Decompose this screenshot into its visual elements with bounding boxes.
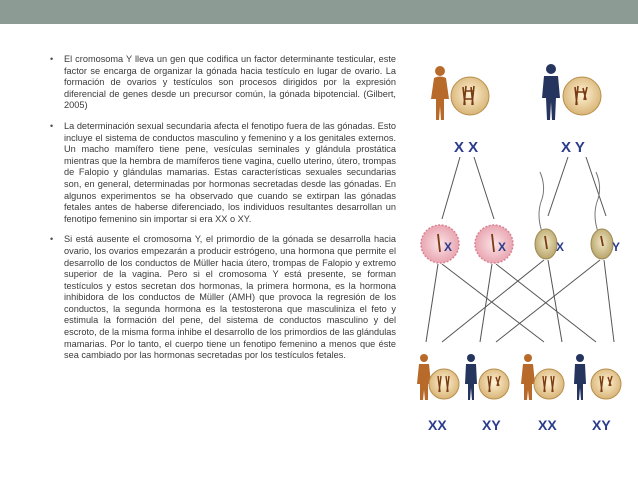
- bullet-marker: •: [50, 54, 54, 64]
- offspring-label-1: XX: [428, 417, 447, 433]
- bullet-marker: •: [50, 120, 54, 131]
- title-bar: [0, 0, 638, 24]
- offspring-female-icon: [521, 354, 535, 400]
- offspring-cell-xx-icon: [429, 369, 459, 399]
- inheritance-diagram-svg: [416, 54, 628, 439]
- offspring-label-3: XX: [538, 417, 557, 433]
- offspring-cell-xy-icon: [479, 369, 509, 399]
- offspring-cell-xy-icon: [591, 369, 621, 399]
- offspring-label-4: XY: [592, 417, 611, 433]
- gamete-label-1: X: [444, 240, 453, 254]
- sperm-cell-icon: [535, 172, 557, 259]
- mother-xx-label: X X: [454, 139, 479, 156]
- egg-cell-icon: [475, 225, 513, 263]
- gamete-label-2: X: [498, 240, 507, 254]
- egg-cell-icon: [421, 225, 459, 263]
- sex-determination-diagram: [416, 54, 628, 439]
- bullet-marker: •: [50, 234, 54, 245]
- offspring-female-icon: [417, 354, 431, 400]
- bullet-text-2: La determinación sexual secundaria afecta el fenotipo fuera de las gónadas. Esto incluye el sistema de conductos masculino y femenino y a los genitales externos. Un macho mamífero tiene pene, vesículas seminales y glándula prostática mientras que la hembra de mamíferos tiene vagina, cuello uterino, útero, trompas de Falopio y glándulas mamarias. Estas características sexuales secundarias son, en general, determinadas por hormonas secretadas desde las gónadas. En algunos experimentos se ha observado que cuando se extirpan las gónadas fetales antes de haberse diferenciado, los individuos resultantes desarrollan un fenotipo femenino sin importar si era XX o XY.: [64, 120, 396, 224]
- father-figure-icon: [542, 64, 560, 120]
- bullet-paragraph-1: [44, 54, 396, 112]
- gamete-label-3: X: [556, 240, 565, 254]
- offspring-label-2: XY: [482, 417, 501, 433]
- father-chromosome-cell-icon: [563, 77, 601, 115]
- offspring-male-icon: [574, 354, 586, 400]
- father-xy-label: X Y: [561, 139, 585, 156]
- text-column: [44, 54, 396, 371]
- bullet-text-3: Si está ausente el cromosoma Y, el primordio de la gónada se desarrolla hacia ovario, los ovarios empezarán a producir estrógeno, una hormona que permite el desarrollo de los conductos de Müller hacia útero, trompas de Falopio y extremo superior de la vagina. Pero si el cromosoma Y está presente, se forman testículos y estos secretan dos hormonas, la primera hormona, es la hormona inhibidora de los conductos de Müller (AMH) que provoca la regresión de los conductos, la segunda hormona es la testosterona que masculiniza el feto y estimula la formación del pene, del sistema de conductos masculino y del escroto, de la misma forma inhibe el desarrollo de los primordios de las glándulas mamarias. Por lo tanto, el cuerpo tiene un fenotipo femenino a menos que éste sea cambiado por las hormonas secretadas por los testículos fetales.: [64, 234, 396, 361]
- gamete-label-4: Y: [612, 240, 621, 254]
- bullet-paragraph-2: [44, 121, 396, 225]
- offspring-male-icon: [465, 354, 477, 400]
- bullet-text-1: El cromosoma Y lleva un gen que codifica un factor determinante testicular, este factor se encarga de organizar la gónada hacia testículo en lugar de ovario. La formación de ovarios y testículos son procesos dirigidos por la expresión diferencial de genes desde un precursor común, la gónada bipotencial. (Gilbert, 2005): [64, 54, 396, 111]
- bullet-paragraph-3: [44, 234, 396, 362]
- mother-chromosome-cell-icon: [451, 77, 489, 115]
- parent-to-gamete-lines: [442, 157, 606, 219]
- sperm-cell-icon: [591, 172, 613, 259]
- fertilization-cross-lines: [426, 260, 614, 342]
- offspring-cell-xx-icon: [534, 369, 564, 399]
- mother-figure-icon: [431, 66, 449, 120]
